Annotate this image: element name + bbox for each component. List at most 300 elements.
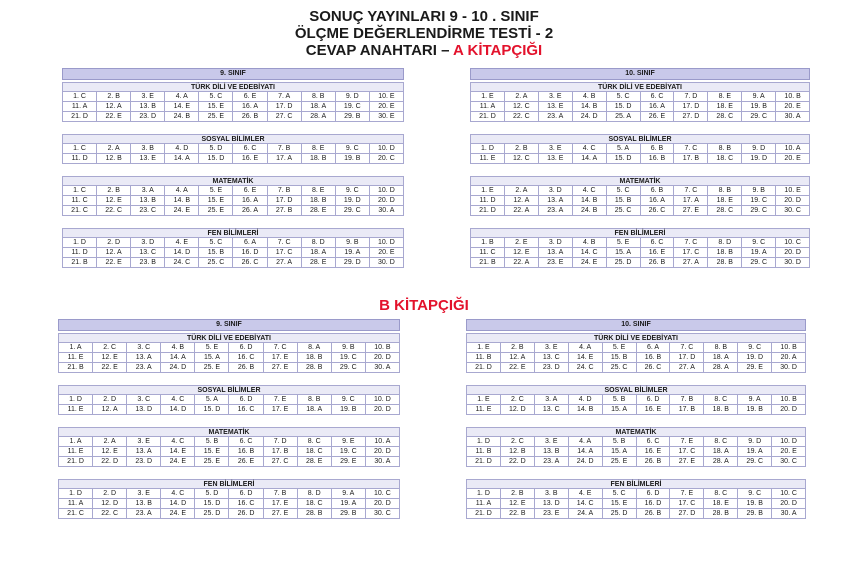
- answer-cell: 1. D: [466, 437, 501, 447]
- answer-cell: 13. C: [131, 248, 165, 258]
- answer-cell: 26. E: [229, 457, 263, 467]
- answer-cell: 8. B: [708, 186, 742, 196]
- answer-cell: 30. A: [366, 457, 400, 467]
- answer-cell: 19. A: [336, 248, 370, 258]
- answer-cell: 29. E: [332, 457, 366, 467]
- subject-section: [58, 385, 400, 415]
- answer-cell: 9. E: [332, 437, 366, 447]
- subject-section: [466, 333, 806, 373]
- answer-cell: 20. D: [776, 248, 810, 258]
- answer-cell: 24. E: [165, 206, 199, 216]
- answer-cell: 15. B: [603, 353, 637, 363]
- answer-cell: 5. C: [199, 238, 233, 248]
- answer-cell: 21. C: [62, 206, 97, 216]
- answer-cell: 22. E: [501, 363, 535, 373]
- answer-cell: 23. C: [131, 206, 165, 216]
- answer-cell: 15. A: [195, 353, 229, 363]
- answer-cell: 9. A: [742, 92, 776, 102]
- answer-cell: 28. A: [704, 363, 738, 373]
- answer-cell: 6. A: [637, 343, 671, 353]
- answer-cell: 20. E: [772, 447, 806, 457]
- answer-cell: 19. D: [742, 154, 776, 164]
- answer-cell: 14. C: [573, 248, 607, 258]
- subject-section: [466, 479, 806, 519]
- answer-cell: 30. D: [370, 258, 404, 268]
- answer-row: [62, 258, 404, 268]
- answer-cell: 29. C: [742, 112, 776, 122]
- answer-cell: 18. A: [298, 405, 332, 415]
- answer-cell: 7. C: [674, 238, 708, 248]
- subject-title: SOSYAL BİLİMLER: [62, 134, 404, 144]
- answer-cell: 16. B: [637, 353, 671, 363]
- answer-cell: 29. C: [738, 457, 772, 467]
- answer-row: [470, 206, 810, 216]
- answer-cell: 14. E: [165, 102, 199, 112]
- grade-header: 9. SINIF: [62, 68, 404, 80]
- answer-cell: 7. C: [674, 144, 708, 154]
- answer-cell: 25. E: [199, 112, 233, 122]
- answer-cell: 11. A: [58, 499, 93, 509]
- answer-cell: 13. D: [535, 499, 569, 509]
- answer-cell: 12. C: [505, 154, 539, 164]
- answer-cell: 21. B: [470, 258, 505, 268]
- header-line-1: SONUÇ YAYINLARI 9 - 10 . SINIF: [309, 8, 539, 25]
- answer-row: [466, 405, 806, 415]
- answer-cell: 23. E: [535, 509, 569, 519]
- answer-cell: 20. D: [776, 196, 810, 206]
- answer-cell: 20. D: [772, 405, 806, 415]
- answer-cell: 7. C: [670, 343, 704, 353]
- answer-cell: 11. C: [470, 248, 505, 258]
- answer-cell: 22. C: [93, 509, 127, 519]
- answer-cell: 7. B: [268, 144, 302, 154]
- answer-cell: 8. B: [708, 144, 742, 154]
- answer-cell: 8. C: [704, 395, 738, 405]
- answer-cell: 3. E: [127, 437, 161, 447]
- answer-cell: 6. C: [641, 92, 675, 102]
- answer-cell: 12. B: [97, 154, 131, 164]
- answer-row: [470, 154, 810, 164]
- answer-cell: 30. D: [772, 363, 806, 373]
- answer-cell: 9. C: [332, 395, 366, 405]
- answer-cell: 21. D: [470, 112, 505, 122]
- answer-cell: 1. D: [466, 489, 501, 499]
- answer-cell: 25. E: [603, 457, 637, 467]
- answer-cell: 21. D: [470, 206, 505, 216]
- answer-cell: 3. C: [127, 343, 161, 353]
- answer-cell: 22. D: [501, 457, 535, 467]
- answer-row: [58, 489, 400, 499]
- answer-cell: 13. B: [535, 447, 569, 457]
- answer-cell: 10. C: [366, 489, 400, 499]
- answer-row: [466, 395, 806, 405]
- answer-cell: 14. B: [573, 196, 607, 206]
- answer-cell: 14. A: [161, 353, 195, 363]
- answer-cell: 25. E: [195, 363, 229, 373]
- answer-cell: 29. E: [738, 363, 772, 373]
- answer-cell: 28. E: [298, 457, 332, 467]
- answer-cell: 9. B: [336, 238, 370, 248]
- answer-cell: 30. C: [776, 206, 810, 216]
- answer-cell: 4. E: [569, 489, 603, 499]
- answer-cell: 28. E: [302, 206, 336, 216]
- answer-row: [470, 102, 810, 112]
- answer-cell: 10. C: [776, 238, 810, 248]
- answer-panel: [466, 319, 806, 519]
- answer-cell: 2. C: [93, 343, 127, 353]
- answer-row: [470, 196, 810, 206]
- answer-cell: 13. E: [539, 102, 573, 112]
- answer-cell: 18. A: [704, 353, 738, 363]
- answer-cell: 2. A: [505, 186, 539, 196]
- answer-cell: 27. D: [674, 112, 708, 122]
- subject-title: TÜRK DİLİ VE EDEBİYATI: [466, 333, 806, 343]
- answer-cell: 7. B: [670, 395, 704, 405]
- answer-cell: 9. A: [738, 395, 772, 405]
- answer-cell: 20. C: [370, 154, 404, 164]
- answer-row: [62, 112, 404, 122]
- answer-cell: 1. E: [470, 186, 505, 196]
- answer-cell: 26. C: [637, 363, 671, 373]
- answer-cell: 9. D: [742, 144, 776, 154]
- answer-cell: 23. D: [535, 363, 569, 373]
- answer-cell: 3. E: [539, 144, 573, 154]
- answer-cell: 7. C: [674, 186, 708, 196]
- answer-cell: 11. E: [58, 405, 93, 415]
- subject-section: [62, 134, 404, 164]
- answer-cell: 13. B: [131, 196, 165, 206]
- answer-cell: 29. C: [742, 206, 776, 216]
- subject-section: [466, 427, 806, 467]
- answer-cell: 6. D: [229, 395, 263, 405]
- answer-row: [466, 353, 806, 363]
- answer-cell: 16. C: [229, 499, 263, 509]
- answer-cell: 14. A: [569, 447, 603, 457]
- answer-cell: 29. C: [336, 206, 370, 216]
- answer-cell: 12. A: [505, 196, 539, 206]
- answer-cell: 27. C: [264, 457, 298, 467]
- answer-cell: 4. B: [573, 238, 607, 248]
- answer-cell: 17. B: [674, 154, 708, 164]
- answer-cell: 16. A: [233, 196, 267, 206]
- answer-cell: 11. D: [62, 248, 97, 258]
- answer-cell: 26. B: [229, 363, 263, 373]
- answer-cell: 3. A: [131, 186, 165, 196]
- answer-cell: 11. E: [58, 353, 93, 363]
- answer-cell: 1. D: [62, 238, 97, 248]
- subject-section: [466, 385, 806, 415]
- answer-cell: 18. C: [708, 154, 742, 164]
- answer-cell: 9. D: [336, 92, 370, 102]
- answer-cell: 11. E: [470, 154, 505, 164]
- answer-cell: 21. B: [62, 258, 97, 268]
- grade-header: 10. SINIF: [466, 319, 806, 331]
- answer-row: [58, 499, 400, 509]
- answer-cell: 2. B: [505, 144, 539, 154]
- answer-cell: 25. C: [607, 206, 641, 216]
- answer-cell: 18. A: [302, 102, 336, 112]
- answer-cell: 24. E: [573, 258, 607, 268]
- answer-cell: 4. A: [569, 437, 603, 447]
- answer-cell: 15. D: [607, 102, 641, 112]
- answer-cell: 28. A: [704, 457, 738, 467]
- answer-cell: 18. C: [298, 499, 332, 509]
- answer-cell: 17. C: [674, 248, 708, 258]
- answer-cell: 17. E: [264, 353, 298, 363]
- answer-cell: 12. A: [93, 405, 127, 415]
- answer-cell: 23. A: [539, 206, 573, 216]
- answer-cell: 13. A: [539, 248, 573, 258]
- answer-cell: 14. D: [161, 499, 195, 509]
- answer-cell: 29. B: [332, 509, 366, 519]
- answer-cell: 15. A: [603, 405, 637, 415]
- answer-cell: 13. E: [131, 154, 165, 164]
- answer-cell: 17. D: [670, 353, 704, 363]
- answer-row: [58, 437, 400, 447]
- answer-cell: 12. A: [501, 353, 535, 363]
- answer-cell: 4. C: [161, 437, 195, 447]
- answer-cell: 7. B: [264, 489, 298, 499]
- answer-cell: 15. D: [195, 499, 229, 509]
- answer-cell: 27. C: [268, 112, 302, 122]
- subject-section: [62, 176, 404, 216]
- answer-row: [58, 353, 400, 363]
- answer-cell: 4. C: [573, 144, 607, 154]
- answer-cell: 25. D: [603, 509, 637, 519]
- answer-cell: 5. B: [603, 437, 637, 447]
- answer-cell: 22. E: [97, 112, 131, 122]
- answer-cell: 23. D: [127, 457, 161, 467]
- answer-cell: 2. B: [501, 343, 535, 353]
- answer-cell: 6. C: [233, 144, 267, 154]
- answer-cell: 8. B: [302, 92, 336, 102]
- answer-cell: 4. C: [573, 186, 607, 196]
- answer-cell: 16. C: [229, 405, 263, 415]
- answer-cell: 1. D: [58, 395, 93, 405]
- answer-cell: 6. D: [229, 489, 263, 499]
- answer-cell: 17. B: [264, 447, 298, 457]
- answer-cell: 18. C: [298, 447, 332, 457]
- answer-cell: 8. C: [704, 489, 738, 499]
- answer-cell: 14. B: [573, 102, 607, 112]
- answer-cell: 3. B: [131, 144, 165, 154]
- answer-cell: 9. C: [336, 144, 370, 154]
- answer-cell: 24. C: [165, 258, 199, 268]
- answer-cell: 5. E: [195, 343, 229, 353]
- answer-cell: 5. C: [603, 489, 637, 499]
- answer-cell: 4. E: [165, 238, 199, 248]
- answer-cell: 12. B: [501, 447, 535, 457]
- answer-cell: 23. A: [539, 112, 573, 122]
- answer-cell: 16. E: [641, 248, 675, 258]
- answer-cell: 11. A: [62, 102, 97, 112]
- answer-cell: 14. A: [573, 154, 607, 164]
- answer-cell: 24. C: [569, 363, 603, 373]
- answer-cell: 27. E: [674, 206, 708, 216]
- answer-cell: 5. E: [199, 186, 233, 196]
- answer-cell: 20. E: [370, 248, 404, 258]
- answer-cell: 27. D: [670, 509, 704, 519]
- answer-cell: 3. D: [539, 238, 573, 248]
- answer-cell: 19. A: [332, 499, 366, 509]
- answer-cell: 4. C: [161, 489, 195, 499]
- answer-cell: 30. A: [772, 509, 806, 519]
- answer-cell: 9. D: [738, 437, 772, 447]
- answer-cell: 1. C: [62, 186, 97, 196]
- answer-row: [62, 102, 404, 112]
- answer-cell: 16. B: [641, 154, 675, 164]
- answer-cell: 23. B: [131, 258, 165, 268]
- answer-cell: 16. E: [233, 154, 267, 164]
- answer-cell: 18. A: [704, 447, 738, 457]
- answer-cell: 14. B: [569, 405, 603, 415]
- answer-row: [62, 248, 404, 258]
- answer-cell: 16. D: [637, 499, 671, 509]
- answer-cell: 11. B: [466, 447, 501, 457]
- answer-cell: 27. A: [674, 258, 708, 268]
- answer-cell: 14. C: [569, 499, 603, 509]
- answer-cell: 26. D: [229, 509, 263, 519]
- answer-cell: 4. A: [165, 92, 199, 102]
- answer-cell: 2. B: [97, 92, 131, 102]
- answer-cell: 5. E: [603, 343, 637, 353]
- answer-cell: 7. A: [268, 92, 302, 102]
- answer-cell: 29. C: [332, 363, 366, 373]
- answer-row: [466, 499, 806, 509]
- answer-cell: 5. B: [195, 437, 229, 447]
- answer-cell: 10. A: [366, 437, 400, 447]
- answer-cell: 22. A: [505, 206, 539, 216]
- answer-cell: 27. E: [670, 457, 704, 467]
- answer-cell: 8. A: [298, 343, 332, 353]
- subject-title: FEN BİLİMLERİ: [470, 228, 810, 238]
- answer-cell: 26. C: [641, 206, 675, 216]
- answer-cell: 29. B: [336, 112, 370, 122]
- answer-cell: 2. D: [97, 238, 131, 248]
- answer-cell: 15. E: [199, 102, 233, 112]
- subject-title: TÜRK DİLİ VE EDEBİYATI: [58, 333, 400, 343]
- subject-title: SOSYAL BİLİMLER: [466, 385, 806, 395]
- answer-cell: 17. C: [670, 499, 704, 509]
- answer-cell: 18. E: [708, 196, 742, 206]
- answer-row: [58, 395, 400, 405]
- answer-cell: 4. B: [161, 343, 195, 353]
- answer-cell: 10. D: [772, 437, 806, 447]
- answer-row: [470, 258, 810, 268]
- answer-cell: 9. B: [742, 186, 776, 196]
- answer-cell: 28. B: [708, 258, 742, 268]
- answer-cell: 9. C: [336, 186, 370, 196]
- answer-cell: 25. E: [199, 206, 233, 216]
- answer-cell: 3. C: [127, 395, 161, 405]
- answer-cell: 28. A: [302, 112, 336, 122]
- answer-cell: 3. E: [131, 92, 165, 102]
- answer-cell: 30. C: [366, 509, 400, 519]
- answer-cell: 21. D: [466, 457, 501, 467]
- answer-cell: 12. E: [501, 499, 535, 509]
- answer-cell: 11. E: [466, 405, 501, 415]
- answer-cell: 22. A: [505, 258, 539, 268]
- answer-cell: 25. D: [195, 509, 229, 519]
- answer-cell: 10. E: [776, 186, 810, 196]
- grade-header: 9. SINIF: [58, 319, 400, 331]
- answer-cell: 3. E: [127, 489, 161, 499]
- answer-cell: 8. C: [298, 437, 332, 447]
- answer-cell: 23. A: [535, 457, 569, 467]
- answer-cell: 5. C: [199, 92, 233, 102]
- answer-cell: 22. D: [93, 457, 127, 467]
- answer-cell: 23. A: [127, 509, 161, 519]
- answer-cell: 10. E: [370, 92, 404, 102]
- answer-cell: 2. B: [501, 489, 535, 499]
- answer-cell: 13. C: [535, 353, 569, 363]
- answer-row: [62, 92, 404, 102]
- answer-cell: 7. C: [264, 343, 298, 353]
- answer-cell: 3. E: [539, 92, 573, 102]
- answer-panel: [62, 68, 404, 268]
- answer-cell: 5. C: [607, 186, 641, 196]
- answer-cell: 2. A: [505, 92, 539, 102]
- answer-cell: 15. E: [603, 499, 637, 509]
- answer-cell: 4. D: [569, 395, 603, 405]
- answer-cell: 2. D: [93, 395, 127, 405]
- answer-cell: 16. A: [641, 102, 675, 112]
- answer-cell: 13. B: [127, 499, 161, 509]
- subject-title: MATEMATİK: [466, 427, 806, 437]
- answer-cell: 6. C: [637, 437, 671, 447]
- answer-cell: 19. B: [738, 405, 772, 415]
- answer-cell: 13. A: [539, 196, 573, 206]
- answer-cell: 18. B: [302, 154, 336, 164]
- subject-section: [62, 228, 404, 268]
- header-line-3: [0, 42, 848, 59]
- answer-cell: 6. B: [641, 144, 675, 154]
- answer-cell: 17. E: [264, 499, 298, 509]
- subject-title: FEN BİLİMLERİ: [58, 479, 400, 489]
- answer-row: [58, 405, 400, 415]
- answer-cell: 1. A: [58, 343, 93, 353]
- answer-cell: 19. B: [332, 405, 366, 415]
- answer-cell: 21. B: [58, 363, 93, 373]
- answer-cell: 16. A: [641, 196, 675, 206]
- answer-cell: 20. E: [370, 102, 404, 112]
- answer-row: [466, 509, 806, 519]
- answer-cell: 10. D: [370, 144, 404, 154]
- answer-cell: 6. C: [229, 437, 263, 447]
- answer-cell: 12. E: [505, 248, 539, 258]
- answer-cell: 9. C: [738, 489, 772, 499]
- answer-cell: 25. C: [199, 258, 233, 268]
- answer-cell: 13. D: [127, 405, 161, 415]
- answer-cell: 23. A: [127, 363, 161, 373]
- answer-cell: 7. E: [670, 489, 704, 499]
- answer-cell: 18. B: [708, 248, 742, 258]
- answer-cell: 12. C: [505, 102, 539, 112]
- answer-cell: 22. E: [97, 258, 131, 268]
- booklet-b-title: B KİTAPÇIĞI: [379, 297, 469, 314]
- answer-cell: 20. D: [772, 499, 806, 509]
- answer-cell: 5. E: [607, 238, 641, 248]
- answer-cell: 27. A: [268, 258, 302, 268]
- answer-cell: 28. C: [708, 112, 742, 122]
- answer-cell: 10. A: [776, 144, 810, 154]
- answer-cell: 12. A: [97, 248, 131, 258]
- answer-cell: 6. B: [641, 186, 675, 196]
- answer-cell: 2. E: [505, 238, 539, 248]
- answer-cell: 13. E: [539, 154, 573, 164]
- subject-section: [470, 176, 810, 216]
- answer-cell: 17. D: [674, 102, 708, 112]
